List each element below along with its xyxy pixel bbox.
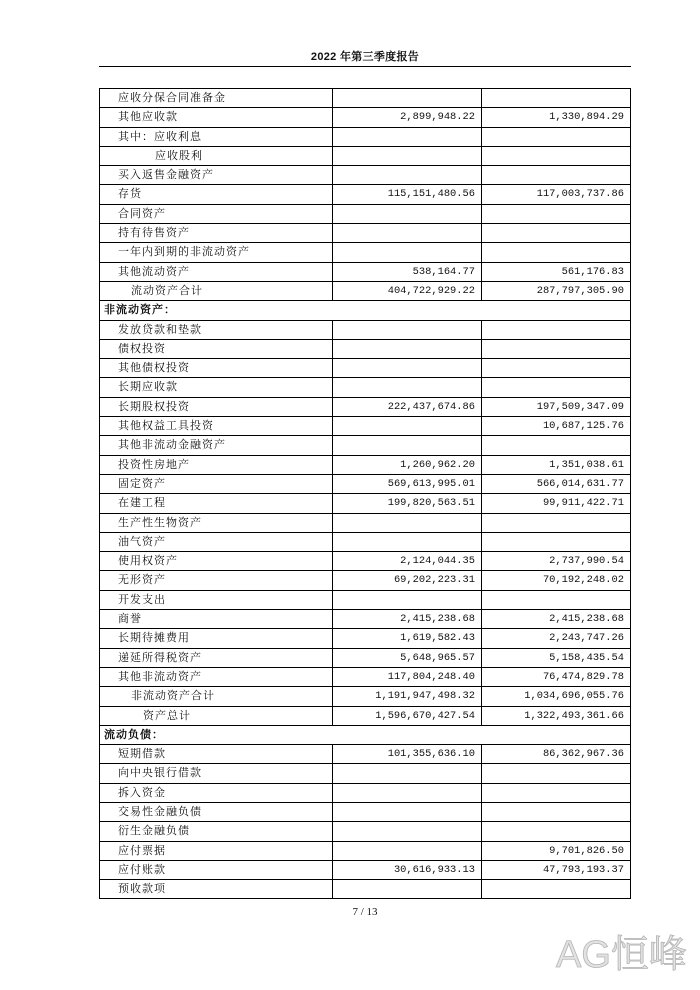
row-label: 买入返售金融资产 (100, 166, 333, 184)
row-label: 长期股权投资 (100, 398, 333, 416)
amount-cell-2: 287,797,305.90 (482, 282, 631, 300)
amount-cell-1 (333, 764, 482, 782)
table-row (100, 359, 631, 378)
row-label: 其他非流动资产 (100, 668, 333, 686)
row-label: 应付票据 (100, 842, 333, 860)
amount-cell-2: 1,322,493,361.66 (482, 707, 631, 725)
amount-cell-1 (333, 340, 482, 358)
amount-cell-1 (333, 243, 482, 261)
table-row (100, 224, 631, 243)
row-label: 长期待摊费用 (100, 629, 333, 647)
row-label: 生产性生物资产 (100, 514, 333, 532)
table-row (100, 822, 631, 841)
amount-cell-1: 117,804,248.40 (333, 668, 482, 686)
table-row (100, 649, 631, 668)
amount-cell-1: 1,596,670,427.54 (333, 707, 482, 725)
table-row (100, 591, 631, 610)
row-label: 长期应收款 (100, 378, 333, 396)
row-label: 商誉 (100, 610, 333, 628)
amount-cell-1 (333, 378, 482, 396)
table-row (100, 417, 631, 436)
row-label: 衍生金融负债 (100, 822, 333, 840)
header-divider (99, 66, 631, 67)
table-row (100, 456, 631, 475)
table-row (100, 475, 631, 494)
row-label: 无形资产 (100, 571, 333, 589)
amount-cell-1: 2,415,238.68 (333, 610, 482, 628)
amount-cell-1: 101,355,636.10 (333, 745, 482, 763)
table-row (100, 880, 631, 899)
table-row (100, 321, 631, 340)
row-label: 使用权资产 (100, 552, 333, 570)
amount-cell-2 (482, 514, 631, 532)
amount-cell-1 (333, 533, 482, 551)
table-row (100, 745, 631, 764)
amount-cell-2 (482, 89, 631, 107)
amount-cell-2 (482, 803, 631, 821)
table-row (100, 89, 631, 108)
table-row (100, 668, 631, 687)
table-row (100, 494, 631, 513)
row-label: 短期借款 (100, 745, 333, 763)
amount-cell-2: 86,362,967.36 (482, 745, 631, 763)
amount-cell-2 (482, 340, 631, 358)
amount-cell-1 (333, 784, 482, 802)
amount-cell-1: 199,820,563.51 (333, 494, 482, 512)
amount-cell-1 (333, 803, 482, 821)
row-label: 投资性房地产 (100, 456, 333, 474)
row-label: 流动资产合计 (100, 282, 333, 300)
table-row (100, 784, 631, 803)
table-row (100, 378, 631, 397)
row-label: 其他非流动金融资产 (100, 436, 333, 454)
table-row (100, 629, 631, 648)
amount-cell-1: 115,151,480.56 (333, 185, 482, 203)
table-row (100, 764, 631, 783)
subtotal-row (100, 282, 631, 301)
section-header-row (100, 726, 631, 745)
amount-cell-1: 1,619,582.43 (333, 629, 482, 647)
row-label: 发放贷款和垫款 (100, 321, 333, 339)
page-number: 7 / 13 (352, 906, 378, 918)
row-label: 油气资产 (100, 533, 333, 551)
amount-cell-2: 1,351,038.61 (482, 456, 631, 474)
amount-cell-2 (482, 436, 631, 454)
row-label: 存货 (100, 185, 333, 203)
row-label: 其中：应收利息 (100, 128, 333, 146)
row-label: 其他债权投资 (100, 359, 333, 377)
amount-cell-1: 404,722,929.22 (333, 282, 482, 300)
row-label: 合同资产 (100, 205, 333, 223)
amount-cell-2: 566,014,631.77 (482, 475, 631, 493)
amount-cell-2: 2,737,990.54 (482, 552, 631, 570)
row-label: 应收股利 (100, 147, 333, 165)
amount-cell-2: 70,192,248.02 (482, 571, 631, 589)
row-label: 持有待售资产 (100, 224, 333, 242)
amount-cell-1 (333, 128, 482, 146)
row-label: 在建工程 (100, 494, 333, 512)
amount-cell-2 (482, 128, 631, 146)
amount-cell-1 (333, 591, 482, 609)
amount-cell-1 (333, 514, 482, 532)
section-header: 流动负债： (100, 726, 631, 744)
amount-cell-2 (482, 880, 631, 898)
amount-cell-2 (482, 591, 631, 609)
amount-cell-1 (333, 842, 482, 860)
table-row (100, 436, 631, 455)
amount-cell-1: 2,899,948.22 (333, 108, 482, 126)
report-title: 2022 年第三季度报告 (310, 51, 420, 63)
amount-cell-1: 30,616,933.13 (333, 861, 482, 879)
amount-cell-1 (333, 166, 482, 184)
amount-cell-2 (482, 243, 631, 261)
table-row (100, 803, 631, 822)
table-row (100, 610, 631, 629)
total-row (100, 707, 631, 726)
row-label: 固定资产 (100, 475, 333, 493)
amount-cell-2: 9,701,826.50 (482, 842, 631, 860)
amount-cell-2 (482, 147, 631, 165)
amount-cell-2 (482, 359, 631, 377)
row-label: 其他权益工具投资 (100, 417, 333, 435)
row-label: 债权投资 (100, 340, 333, 358)
table-row (100, 842, 631, 861)
amount-cell-1: 2,124,044.35 (333, 552, 482, 570)
amount-cell-1 (333, 436, 482, 454)
amount-cell-1 (333, 89, 482, 107)
amount-cell-2 (482, 784, 631, 802)
row-label: 其他流动资产 (100, 263, 333, 281)
table-row (100, 185, 631, 204)
amount-cell-1: 538,164.77 (333, 263, 482, 281)
balance-sheet-table (99, 88, 631, 899)
row-label: 应收分保合同准备金 (100, 89, 333, 107)
amount-cell-1: 569,613,995.01 (333, 475, 482, 493)
table-row (100, 514, 631, 533)
amount-cell-2: 99,911,422.71 (482, 494, 631, 512)
table-row (100, 108, 631, 127)
amount-cell-1 (333, 880, 482, 898)
amount-cell-1: 69,202,223.31 (333, 571, 482, 589)
amount-cell-2 (482, 224, 631, 242)
amount-cell-2: 561,176.83 (482, 263, 631, 281)
amount-cell-1: 1,191,947,498.32 (333, 687, 482, 705)
amount-cell-2: 117,003,737.86 (482, 185, 631, 203)
amount-cell-2: 5,158,435.54 (482, 649, 631, 667)
table-row (100, 340, 631, 359)
row-label: 一年内到期的非流动资产 (100, 243, 333, 261)
row-label: 预收款项 (100, 880, 333, 898)
table-row (100, 552, 631, 571)
amount-cell-2 (482, 321, 631, 339)
row-label: 向中央银行借款 (100, 764, 333, 782)
row-label: 资产总计 (100, 707, 333, 725)
row-label: 非流动资产合计 (100, 687, 333, 705)
amount-cell-2 (482, 205, 631, 223)
subtotal-row (100, 687, 631, 706)
table-row (100, 263, 631, 282)
amount-cell-1 (333, 205, 482, 223)
table-row (100, 243, 631, 262)
table-row (100, 533, 631, 552)
amount-cell-2: 76,474,829.78 (482, 668, 631, 686)
amount-cell-2: 2,415,238.68 (482, 610, 631, 628)
amount-cell-2: 1,330,894.29 (482, 108, 631, 126)
section-header: 非流动资产： (100, 301, 631, 319)
table-row (100, 205, 631, 224)
amount-cell-1 (333, 359, 482, 377)
row-label: 开发支出 (100, 591, 333, 609)
amount-cell-1: 222,437,674.86 (333, 398, 482, 416)
table-row (100, 571, 631, 590)
amount-cell-2: 197,509,347.09 (482, 398, 631, 416)
amount-cell-2 (482, 822, 631, 840)
table-row (100, 166, 631, 185)
amount-cell-2 (482, 533, 631, 551)
row-label: 递延所得税资产 (100, 649, 333, 667)
amount-cell-2: 2,243,747.26 (482, 629, 631, 647)
table-row (100, 398, 631, 417)
amount-cell-1 (333, 417, 482, 435)
amount-cell-2: 1,034,696,055.76 (482, 687, 631, 705)
row-label: 交易性金融负债 (100, 803, 333, 821)
amount-cell-2 (482, 166, 631, 184)
amount-cell-1 (333, 321, 482, 339)
table-row (100, 147, 631, 166)
table-row (100, 861, 631, 880)
amount-cell-1 (333, 147, 482, 165)
amount-cell-2: 47,793,193.37 (482, 861, 631, 879)
amount-cell-1: 5,648,965.57 (333, 649, 482, 667)
amount-cell-2: 10,687,125.76 (482, 417, 631, 435)
amount-cell-1: 1,260,962.20 (333, 456, 482, 474)
amount-cell-1 (333, 822, 482, 840)
amount-cell-1 (333, 224, 482, 242)
amount-cell-2 (482, 764, 631, 782)
section-header-row (100, 301, 631, 320)
row-label: 其他应收款 (100, 108, 333, 126)
row-label: 应付账款 (100, 861, 333, 879)
row-label: 拆入资金 (100, 784, 333, 802)
amount-cell-2 (482, 378, 631, 396)
table-row (100, 128, 631, 147)
watermark-logo: AG恒峰 (556, 934, 687, 976)
